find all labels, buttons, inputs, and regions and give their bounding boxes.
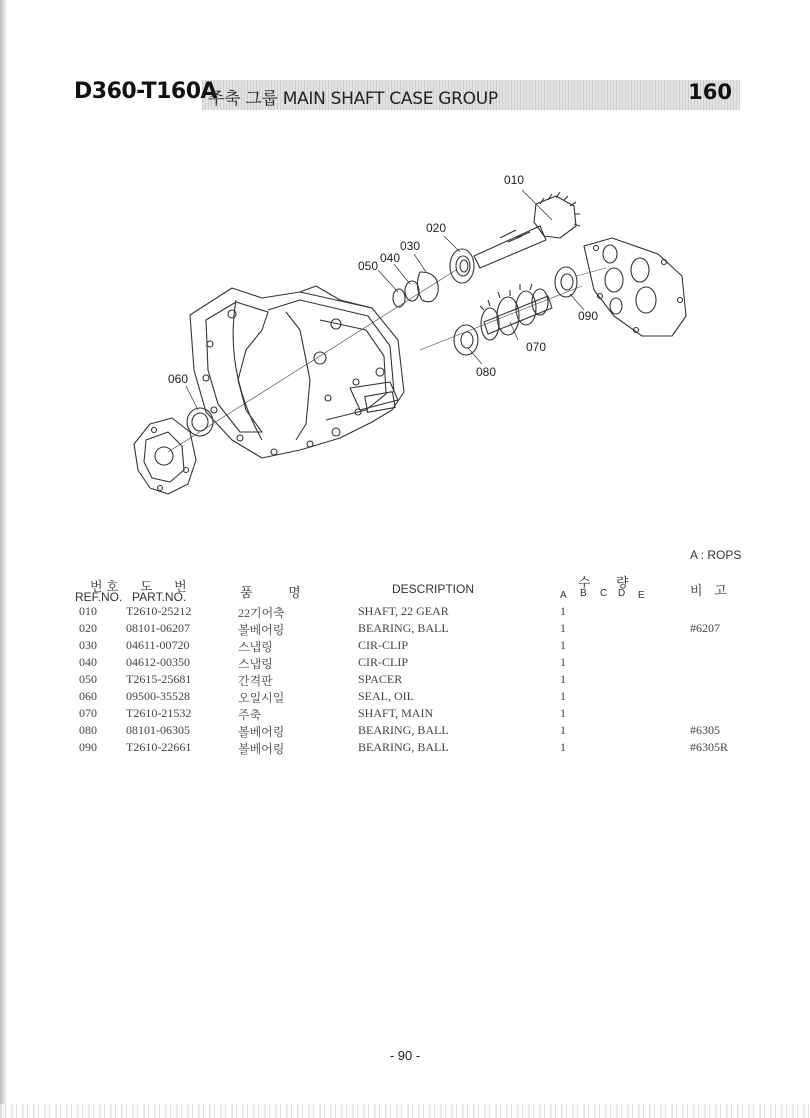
table-row [0, 740, 810, 757]
callout-030: 030 [400, 239, 421, 253]
qty-letter-a: A [560, 590, 567, 601]
ball-bearing-020 [450, 249, 474, 283]
part-number: 04611-00720 [126, 638, 190, 652]
quantity: 1 [560, 604, 566, 618]
part-number: 04612-00350 [126, 655, 190, 669]
description: SEAL, OIL [358, 689, 414, 703]
korean-name: 오일시일 [238, 691, 285, 705]
header-ref-ko: 번 호 [90, 579, 119, 594]
table-row [0, 706, 810, 723]
quantity: 1 [560, 723, 566, 737]
ref-number: 050 [79, 672, 97, 686]
part-number: 09500-35528 [126, 689, 190, 703]
table-row [0, 655, 810, 672]
ref-number: 040 [79, 655, 97, 669]
part-number: T2610-22661 [126, 740, 192, 754]
circlip-030 [417, 272, 438, 302]
qty-letter-c: C [600, 588, 608, 599]
korean-name: 볼베어링 [238, 623, 285, 637]
description: CIR-CLIP [358, 638, 409, 652]
callout-050: 050 [358, 259, 379, 273]
description: BEARING, BALL [358, 723, 449, 737]
main-shaft-case-housing [190, 286, 404, 458]
korean-name: 볼베어링 [238, 742, 285, 756]
callout-040: 040 [380, 251, 401, 265]
header-part-en: PART.NO. [132, 590, 187, 604]
quantity: 1 [560, 672, 566, 686]
table-row [0, 621, 810, 638]
ref-number: 070 [79, 706, 97, 720]
header-qty: 수 량 [578, 575, 629, 590]
description: SHAFT, 22 GEAR [358, 604, 449, 618]
ball-bearing-080 [454, 325, 478, 355]
remarks: #6207 [690, 621, 720, 635]
korean-name: 간격판 [238, 674, 273, 688]
page-number: - 90 - [389, 1048, 421, 1063]
callout-070: 070 [526, 340, 547, 354]
part-number: 08101-06305 [126, 723, 190, 737]
table-row [0, 672, 810, 689]
remarks: #6305R [690, 740, 729, 754]
description: SHAFT, MAIN [358, 706, 434, 720]
qty-letter-d: D [618, 588, 626, 599]
korean-name: 스냅링 [238, 657, 273, 671]
callout-060: 060 [168, 372, 189, 386]
table-row [0, 723, 810, 740]
callout-090: 090 [578, 309, 599, 323]
quantity: 1 [560, 689, 566, 703]
rear-cover [584, 238, 686, 336]
description: BEARING, BALL [358, 621, 449, 635]
quantity: 1 [560, 740, 566, 754]
header-ref-en: REF.NO. [75, 590, 123, 604]
table-row [0, 689, 810, 706]
quantity: 1 [560, 621, 566, 635]
part-number: T2610-25212 [126, 604, 192, 618]
gear-shaft-010 [474, 192, 580, 268]
ref-number: 030 [79, 638, 97, 652]
part-number: T2615-25681 [126, 672, 192, 686]
quantity: 1 [560, 638, 566, 652]
korean-name: 주축 [238, 708, 262, 722]
header-part-ko: 도 번 [140, 579, 187, 594]
korean-name: 볼베어링 [238, 725, 285, 739]
qty-letter-b: B [580, 588, 587, 599]
front-cover [134, 418, 196, 494]
group-title: 주축 그룹 MAIN SHAFT CASE GROUP [208, 89, 498, 109]
ref-number: 090 [79, 740, 97, 754]
callout-010: 010 [504, 173, 525, 187]
table-row [0, 638, 810, 655]
ref-number: 010 [79, 604, 97, 618]
spacer-050 [393, 289, 405, 307]
description: SPACER [358, 672, 403, 686]
header-kname: 품 명 [240, 585, 301, 600]
header-description: DESCRIPTION [392, 582, 475, 596]
page-code: 160 [688, 80, 732, 104]
quantity: 1 [560, 655, 566, 669]
rops-note: A : ROPS [690, 548, 742, 562]
callout-020: 020 [426, 221, 447, 235]
part-number: T2610-21532 [126, 706, 192, 720]
header-remarks: 비 고 [690, 583, 727, 598]
ref-number: 060 [79, 689, 97, 703]
scan-bottom-edge [0, 1104, 810, 1118]
quantity: 1 [560, 706, 566, 720]
remarks: #6305 [690, 723, 720, 737]
description: CIR-CLIP [358, 655, 409, 669]
description: BEARING, BALL [358, 740, 449, 754]
model-code: D360-T160A [74, 79, 218, 104]
korean-name: 22기어축 [238, 606, 285, 620]
korean-name: 스냅링 [238, 640, 273, 654]
part-number: 08101-06207 [126, 621, 190, 635]
ref-number: 020 [79, 621, 97, 635]
table-row [0, 604, 810, 621]
qty-letter-e: E [638, 590, 645, 601]
callout-080: 080 [476, 365, 497, 379]
ref-number: 080 [79, 723, 97, 737]
